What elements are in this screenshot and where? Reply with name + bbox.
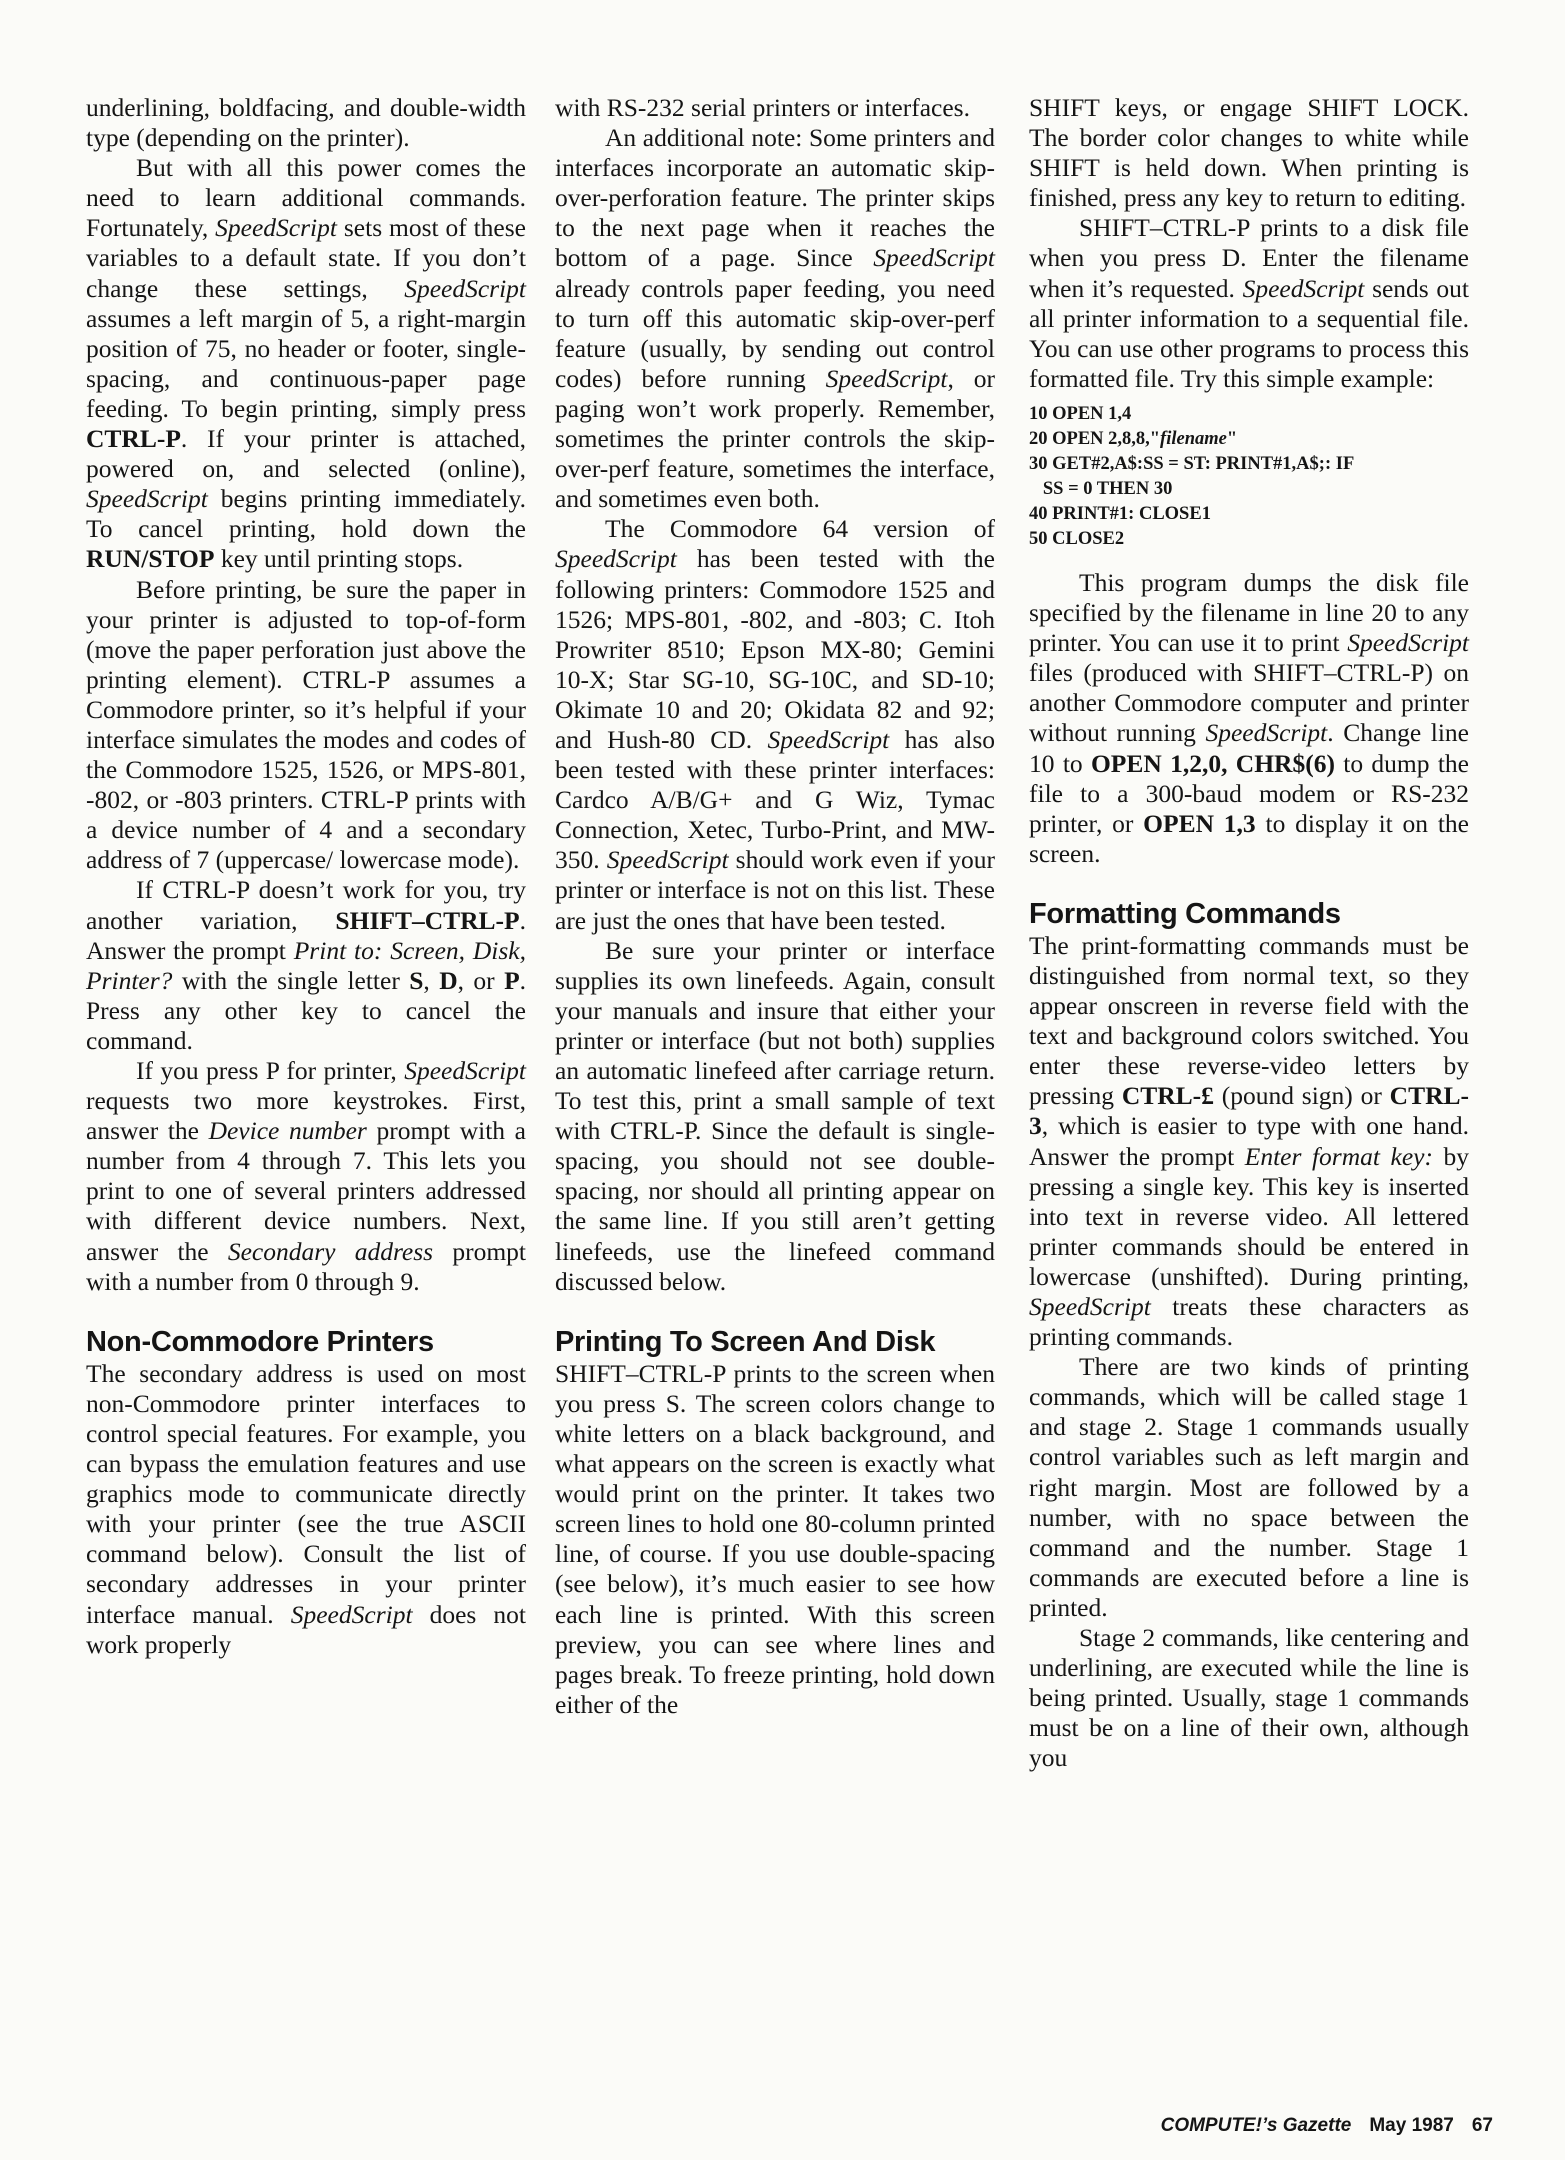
section-heading: Formatting Commands xyxy=(1029,897,1341,930)
paragraph: The Commodore 64 version of SpeedScript has been tested with the following printers: Commodore 1525 and 1526; MPS-801, -802, and -803; C. Itoh Prowriter 8510; Epson MX-80; Gemini 10-X; Star SG-10, SG-10C, and SD-10; Okimate 10 and 20; Okidata 82 and 92; and Hush-80 CD. SpeedScript has also been tested with these printer interfaces: Cardco A/B/G+ and G Wiz, Tymac Connection, Xetec, Turbo-Print, and MW-350. SpeedScript should work even if your printer or interface is not on this list. These are just the ones that have been tested. xyxy=(555,514,996,935)
code-listing xyxy=(1029,402,1469,552)
paragraph: But with all this power comes the need to learn additional commands. Fortunately, SpeedScript sets most of these variables to a default state. If you don’t change these settings, SpeedScript assumes a left margin of 5, a right-margin position of 75, no header or footer, single-spacing, and continuous-paper page feeding. To begin printing, simply press CTRL-P. If your printer is attached, powered on, and selected (online), SpeedScript begins printing immediately. To cancel printing, hold down the RUN/STOP key until printing stops. xyxy=(86,153,526,574)
page-number: 67 xyxy=(1471,2115,1493,2136)
magazine-name: COMPUTE!’s Gazette xyxy=(1160,2115,1352,2136)
code-line: 30 GET#2,A$:SS = ST: PRINT#1,A$;: IF xyxy=(1029,453,1355,474)
paragraph: SHIFT–CTRL-P prints to a disk file when you press D. Enter the filename when it’s requested. SpeedScript sends out all printer information to a sequential file. You can use other programs to process this formatted file. Try this simple example: xyxy=(1029,213,1469,393)
code-line: 10 OPEN 1,4 xyxy=(1029,403,1132,424)
paragraph: Stage 2 commands, like centering and underlining, are executed while the line is being printed. Usually, stage 1 commands must be on a line of their own, although you xyxy=(1029,1623,1469,1773)
paragraph: SHIFT keys, or engage SHIFT LOCK. The border color changes to white while SHIFT is held down. When printing is finished, press any key to return to editing. xyxy=(1029,93,1469,213)
paragraph: Before printing, be sure the paper in your printer is adjusted to top-of-form (move the paper perforation just above the printing element). CTRL-P assumes a Commodore printer, so it’s helpful if your interface simulates the modes and codes of the Commodore 1525, 1526, or MPS-801, -802, or -803 printers. CTRL-P prints with a device number of 4 and a secondary address of 7 (uppercase/ lowercase mode). xyxy=(86,574,526,875)
code-line: SS = 0 THEN 30 xyxy=(1029,478,1173,499)
code-line: 40 PRINT#1: CLOSE1 xyxy=(1029,503,1211,524)
issue-date: May 1987 xyxy=(1369,2115,1454,2136)
section-heading: Printing To Screen And Disk xyxy=(555,1325,936,1358)
paragraph: If you press P for printer, SpeedScript requests two more keystrokes. First, answer the Device number prompt with a number from 4 through 7. This lets you print to one of several printers addressed with different device numbers. Next, answer the Secondary address prompt with a number from 0 through 9. xyxy=(86,1056,527,1296)
code-line: 50 CLOSE2 xyxy=(1029,528,1125,549)
paragraph: An additional note: Some printers and interfaces incorporate an automatic skip-over-perforation feature. The printer skips to the next page when it reaches the bottom of a page. Since SpeedScript already controls paper feeding, you need to turn off this automatic skip-over-perf feature (usually, by sending out control codes) before running SpeedScript, or paging won’t work properly. Remember, sometimes the printer controls the skip-over-perf feature, sometimes the interface, and sometimes even both. xyxy=(555,123,995,514)
paragraph: This program dumps the disk file specified by the filename in line 20 to any printer. You can use it to print SpeedScript files (produced with SHIFT–CTRL-P) on another Commodore computer and printer without running SpeedScript. Change line 10 to OPEN 1,2,0, CHR$(6) to dump the file to a 300-baud modem or RS-232 printer, or OPEN 1,3 to display it on the screen. xyxy=(1029,567,1469,868)
paragraph: underlining, boldfacing, and double-width type (depending on the printer). xyxy=(86,93,526,153)
paragraph: Be sure your printer or interface supplies its own linefeeds. Again, consult your manuals and insure that either your printer or interface (but not both) supplies an automatic linefeed after carriage return. To test this, print a small sample of text with CTRL-P. Since the default is single-spacing, you should not see double-spacing, nor should all printing appear on the same line. If you still aren’t getting linefeeds, use the linefeed command discussed below. xyxy=(555,935,995,1296)
paragraph: The secondary address is used on most non-Commodore printer interfaces to control special features. For example, you can bypass the emulation features and use graphics mode to communicate directly with your printer (see the true ASCII command below). Consult the list of secondary addresses in your printer interface manual. SpeedScript does not work properly xyxy=(86,1358,526,1659)
column-3 xyxy=(1029,93,1469,1774)
column-2 xyxy=(555,93,995,1720)
section-heading: Non-Commodore Printers xyxy=(86,1325,434,1358)
page-footer xyxy=(1133,2115,1493,2137)
column-1 xyxy=(86,93,526,1660)
paragraph: SHIFT–CTRL-P prints to the screen when you press S. The screen colors change to white letters on a black background, and what appears on the screen is exactly what would print on the printer. It takes two screen lines to hold one 80-column printed line, of course. If you use double-spacing (see below), it’s much easier to see how each line is printed. With this screen preview, you can see where lines and pages break. To freeze printing, hold down either of the xyxy=(555,1358,995,1719)
paragraph: with RS-232 serial printers or interfaces. xyxy=(555,93,970,122)
code-line: 20 OPEN 2,8,8,"filename" xyxy=(1029,428,1238,449)
paragraph: If CTRL-P doesn’t work for you, try another variation, SHIFT–CTRL-P. Answer the prompt Print to: Screen, Disk, Printer? with the single letter S, D, or P. Press any other key to cancel the command. xyxy=(86,875,527,1055)
paragraph: The print-formatting commands must be distinguished from normal text, so they appear onscreen in reverse field with the text and background colors switched. You enter these reverse-video letters by pressing CTRL-£ (pound sign) or CTRL-3, which is easier to type with one hand. Answer the prompt Enter format key: by pressing a single key. This key is inserted into text in reverse video. All lettered printer commands should be entered in lowercase (unshifted). During printing, SpeedScript treats these characters as printing commands. xyxy=(1029,930,1470,1352)
paragraph: There are two kinds of printing commands, which will be called stage 1 and stage 2. Stage 1 commands usually control variables such as left margin and right margin. Most are followed by a number, with no space between the command and the number. Stage 1 commands are executed before a line is printed. xyxy=(1029,1352,1469,1622)
